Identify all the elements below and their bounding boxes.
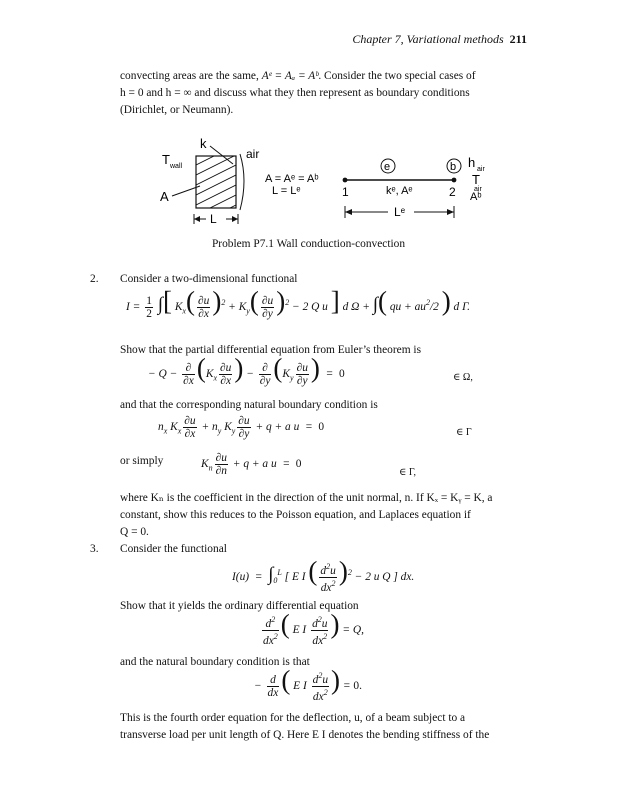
problem-2-or: or simply xyxy=(120,455,164,467)
euler-pde: − Q − $\frac{\partial}{\partial x}$ ($K_x$ $\frac{\partial u}{\partial x}$ ) − $\frac{\partial}{\partial y}$ ($K_y$ $\frac{\partial u}{\partial y}$ ) = 0 xyxy=(148,353,345,387)
gamma-condition: ∈ Γ xyxy=(456,427,472,438)
intro-text-a: convecting areas are the same, xyxy=(120,70,259,82)
problem-3-and: and the natural boundary condition is that xyxy=(120,656,310,668)
problem-2-show: Show that the partial differential equation from Euler’s theorem is xyxy=(120,344,422,356)
figure-caption: Problem P7.1 Wall conduction-convection xyxy=(211,238,406,250)
problem-3-number: 3. xyxy=(90,543,99,555)
problem-3-final-2: transverse load per unit length of Q. Here E I denotes the bending stiffness of the xyxy=(120,729,490,741)
problem-2-number: 2. xyxy=(90,273,99,285)
problem-3-intro: Consider the functional xyxy=(120,543,227,555)
fig-b-label: b xyxy=(450,161,457,173)
beam-ode: $\frac{d^2}{dx^2}$ ( E I $\frac{d^2u}{dx^2}$ ) = Q, xyxy=(263,608,364,647)
fig-Tair-label: T xyxy=(472,172,480,187)
problem-2-where: where Kₙ is the coefficient in the direction of the unit normal, n. If Kₓ = Kᵧ = K, a xyxy=(120,492,493,504)
page-number: 211 xyxy=(509,32,527,46)
intro-text-b: . Consider the two special cases of xyxy=(318,70,476,82)
fig-k-label: k xyxy=(200,136,207,151)
fig-air-label: air xyxy=(246,147,260,161)
fig-L-label: L xyxy=(210,212,217,226)
beam-natural-bc: − $\frac{d}{dx}$ ( E I $\frac{d^2u}{dx^2}$ ) = 0. xyxy=(254,664,362,703)
fig-Le-label: Lᵉ xyxy=(394,205,406,219)
intro-line-3: (Dirichlet, or Neumann). xyxy=(120,104,234,116)
wall-convection-figure xyxy=(148,130,508,234)
functional-equation: I = $\frac{1}{2}$ ∫[ $K_x$( $\frac{\partial u}{\partial x}$ )$^2 + K_y$( $\frac{\partial u}{\partial y}$ )$^2$ − 2 Q u ] d Ω + ∫( qu + $au^2/2$ ) d Γ. xyxy=(126,286,470,320)
omega-condition: ∈ Ω, xyxy=(453,372,473,383)
problem-2-where-3: Q = 0. xyxy=(120,526,149,538)
problem-2-intro: Consider a two-dimensional functional xyxy=(120,273,298,285)
problem-2-where-2: constant, show this reduces to the Poisson equation, and Laplaces equation if xyxy=(120,509,471,521)
fig-h-label: h xyxy=(468,155,476,170)
problem-2-and: and that the corresponding natural boundary condition is xyxy=(120,399,378,411)
fig-T-label: T xyxy=(162,152,170,167)
fig-relation-2: L = Lᵉ xyxy=(272,185,301,197)
fig-wall-sub: wall xyxy=(170,163,183,170)
fig-relation-1: A = Aᵉ = Aᵇ xyxy=(265,173,319,185)
fig-node-2: 2 xyxy=(449,185,456,199)
problem-3-final-1: This is the fourth order equation for the deflection, u, of a beam subject to a xyxy=(120,712,466,724)
natural-bc-equation: $n_x$ $K_x$ $\frac{\partial u}{\partial x}$ + $n_y$ $K_y$ $\frac{\partial u}{\partial y}$ + q + a u = 0 xyxy=(158,415,325,440)
fig-element-label: e xyxy=(384,161,391,173)
gamma-condition-2: ∈ Γ, xyxy=(399,467,416,478)
fig-Tair-sub: air xyxy=(474,186,482,193)
intro-line-1 xyxy=(120,68,531,85)
fig-ke-label: kᵉ, Aᵉ xyxy=(386,185,413,197)
intro-equation: Aᵉ = Aₐ = Aᵇ xyxy=(261,70,319,82)
intro-line-2: h = 0 and h = ∞ and discuss what they then represent as boundary conditions xyxy=(120,87,470,99)
chapter-title: Chapter 7, Variational methods xyxy=(352,32,504,46)
fig-h-sub: air xyxy=(477,166,485,173)
simple-bc-equation: $K_n$ $\frac{\partial u}{\partial n}$ + q + a u = 0 xyxy=(201,452,302,477)
beam-functional: $I(u) = \int_0^L$ [ E I ( $\frac{d^2u}{dx^2}$ )$^2$ − 2 u Q ] dx. xyxy=(232,555,415,594)
fig-A-label: A xyxy=(160,189,169,204)
fig-node-1: 1 xyxy=(342,185,349,199)
running-header xyxy=(352,31,527,48)
problem-3-show: Show that it yields the ordinary differential equation xyxy=(120,600,359,612)
fig-Ab-label: Aᵇ xyxy=(470,191,482,203)
